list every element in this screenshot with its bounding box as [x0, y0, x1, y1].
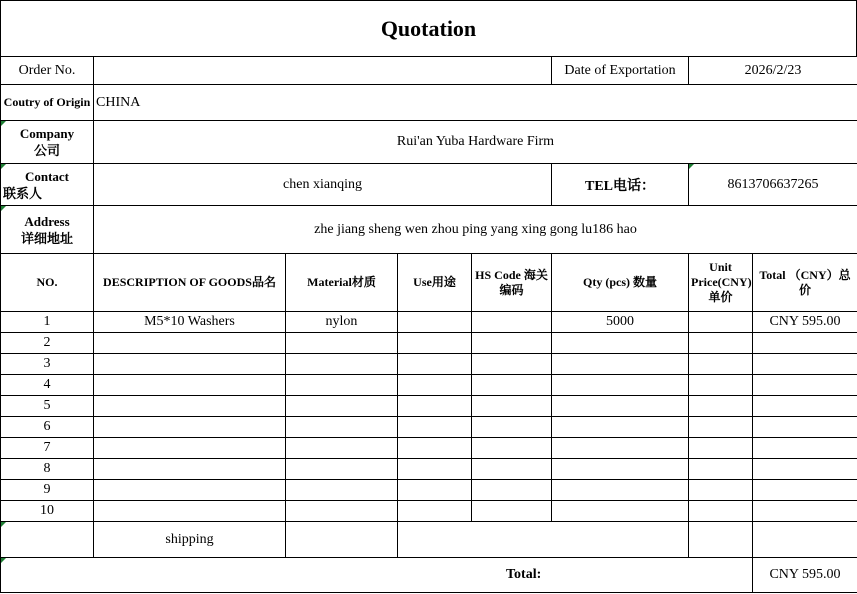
order-row [1, 57, 857, 85]
row-hs-code[interactable] [472, 333, 552, 354]
table-row [1, 354, 857, 375]
header-total: Total （CNY）总价 [753, 254, 857, 312]
row-material[interactable] [286, 417, 398, 438]
row-description[interactable] [94, 438, 286, 459]
row-hs-code[interactable] [472, 417, 552, 438]
header-unit-price: Unit Price(CNY) 单价 [689, 254, 753, 312]
row-use[interactable] [398, 333, 472, 354]
row-material[interactable] [286, 501, 398, 522]
row-hs-code[interactable] [472, 438, 552, 459]
shipping-value[interactable] [753, 522, 857, 558]
header-use: Use用途 [398, 254, 472, 312]
header-no: NO. [1, 254, 94, 312]
row-unit-price[interactable] [689, 501, 753, 522]
row-unit-price[interactable] [689, 333, 753, 354]
row-total[interactable] [753, 333, 857, 354]
row-material[interactable] [286, 354, 398, 375]
row-total[interactable] [753, 396, 857, 417]
row-no: 5 [1, 396, 94, 417]
row-use[interactable] [398, 375, 472, 396]
row-qty[interactable] [552, 480, 689, 501]
row-description[interactable] [94, 459, 286, 480]
row-use[interactable] [398, 396, 472, 417]
row-use[interactable] [398, 501, 472, 522]
row-description[interactable] [94, 375, 286, 396]
row-total[interactable] [753, 480, 857, 501]
row-description[interactable] [94, 480, 286, 501]
shipping-label: shipping [94, 522, 286, 558]
row-total[interactable] [753, 459, 857, 480]
address-label [1, 206, 94, 254]
row-no: 8 [1, 459, 94, 480]
table-row [1, 396, 857, 417]
company-value[interactable]: Rui'an Yuba Hardware Firm [94, 121, 857, 164]
row-no: 7 [1, 438, 94, 459]
contact-label [1, 164, 94, 206]
row-material[interactable] [286, 375, 398, 396]
row-unit-price[interactable] [689, 354, 753, 375]
row-description[interactable] [94, 501, 286, 522]
row-total[interactable] [753, 375, 857, 396]
row-total[interactable] [753, 438, 857, 459]
shipping-blank-cell [1, 522, 94, 558]
row-use[interactable] [398, 459, 472, 480]
header-hs-code: HS Code 海关编码 [472, 254, 552, 312]
row-qty[interactable] [552, 501, 689, 522]
row-description[interactable] [94, 396, 286, 417]
row-use[interactable] [398, 480, 472, 501]
row-qty[interactable] [552, 459, 689, 480]
address-label-cn: 详细地址 [20, 230, 73, 246]
origin-label: Coutry of Origin [1, 85, 94, 121]
row-hs-code[interactable] [472, 396, 552, 417]
origin-row [1, 85, 857, 121]
table-row [1, 501, 857, 522]
row-hs-code[interactable] [472, 459, 552, 480]
row-use[interactable] [398, 312, 472, 333]
row-material[interactable] [286, 438, 398, 459]
header-description: DESCRIPTION OF GOODS品名 [94, 254, 286, 312]
address-value[interactable]: zhe jiang sheng wen zhou ping yang xing gong lu186 hao [94, 206, 857, 254]
row-total[interactable] [753, 354, 857, 375]
company-label [1, 121, 94, 164]
company-label-cn: 公司 [33, 143, 60, 158]
contact-label-en: Contact [24, 168, 70, 184]
tel-label: TEL电话： [552, 164, 689, 206]
goods-header-row [1, 254, 857, 312]
row-no: 2 [1, 333, 94, 354]
table-row [1, 417, 857, 438]
header-material: Material材质 [286, 254, 398, 312]
table-row [1, 312, 857, 333]
row-use[interactable] [398, 417, 472, 438]
row-no: 9 [1, 480, 94, 501]
table-row [1, 333, 857, 354]
total-value[interactable]: CNY 595.00 [753, 558, 857, 593]
shipping-blank-cell [286, 522, 398, 558]
date-value[interactable]: 2026/2/23 [689, 57, 857, 85]
date-label: Date of Exportation [552, 57, 689, 85]
row-qty[interactable] [552, 333, 689, 354]
row-qty[interactable] [552, 438, 689, 459]
contact-label-cn: 联系人 [3, 185, 43, 201]
shipping-row [1, 522, 857, 558]
row-hs-code[interactable] [472, 312, 552, 333]
company-row [1, 121, 857, 164]
row-material[interactable] [286, 459, 398, 480]
row-description[interactable] [94, 333, 286, 354]
row-material[interactable]: nylon [286, 312, 398, 333]
order-no-value[interactable] [94, 57, 552, 85]
row-no: 10 [1, 501, 94, 522]
document-title: Quotation [0, 0, 857, 56]
row-no: 3 [1, 354, 94, 375]
address-row [1, 206, 857, 254]
header-qty: Qty (pcs) 数量 [552, 254, 689, 312]
row-total[interactable] [753, 417, 857, 438]
row-no: 4 [1, 375, 94, 396]
row-material[interactable] [286, 396, 398, 417]
tel-value[interactable]: 8613706637265 [689, 164, 857, 206]
row-unit-price[interactable] [689, 459, 753, 480]
row-unit-price[interactable] [689, 375, 753, 396]
row-qty[interactable] [552, 396, 689, 417]
row-material[interactable] [286, 480, 398, 501]
table-row [1, 459, 857, 480]
row-total[interactable]: CNY 595.00 [753, 312, 857, 333]
row-qty[interactable]: 5000 [552, 312, 689, 333]
row-material[interactable] [286, 333, 398, 354]
row-unit-price[interactable] [689, 417, 753, 438]
quotation-table [0, 56, 857, 593]
row-use[interactable] [398, 438, 472, 459]
row-qty[interactable] [552, 417, 689, 438]
company-label-en: Company [19, 126, 75, 141]
row-qty[interactable] [552, 354, 689, 375]
row-hs-code[interactable] [472, 480, 552, 501]
row-hs-code[interactable] [472, 354, 552, 375]
row-unit-price[interactable] [689, 438, 753, 459]
row-no: 1 [1, 312, 94, 333]
shipping-blank-cell [398, 522, 689, 558]
origin-value[interactable]: CHINA [94, 85, 857, 121]
row-description[interactable] [94, 354, 286, 375]
total-row [1, 558, 857, 593]
order-no-label: Order No. [1, 57, 94, 85]
table-row [1, 375, 857, 396]
row-unit-price[interactable] [689, 480, 753, 501]
row-description[interactable]: M5*10 Washers [94, 312, 286, 333]
address-label-en: Address [24, 213, 70, 229]
contact-row [1, 164, 857, 206]
total-label: Total: [1, 558, 753, 593]
row-total[interactable] [753, 501, 857, 522]
row-unit-price[interactable] [689, 312, 753, 333]
contact-value[interactable]: chen xianqing [94, 164, 552, 206]
row-unit-price[interactable] [689, 396, 753, 417]
row-qty[interactable] [552, 375, 689, 396]
row-no: 6 [1, 417, 94, 438]
shipping-blank-cell [689, 522, 753, 558]
row-hs-code[interactable] [472, 375, 552, 396]
row-use[interactable] [398, 354, 472, 375]
table-row [1, 480, 857, 501]
table-row [1, 438, 857, 459]
row-hs-code[interactable] [472, 501, 552, 522]
row-description[interactable] [94, 417, 286, 438]
